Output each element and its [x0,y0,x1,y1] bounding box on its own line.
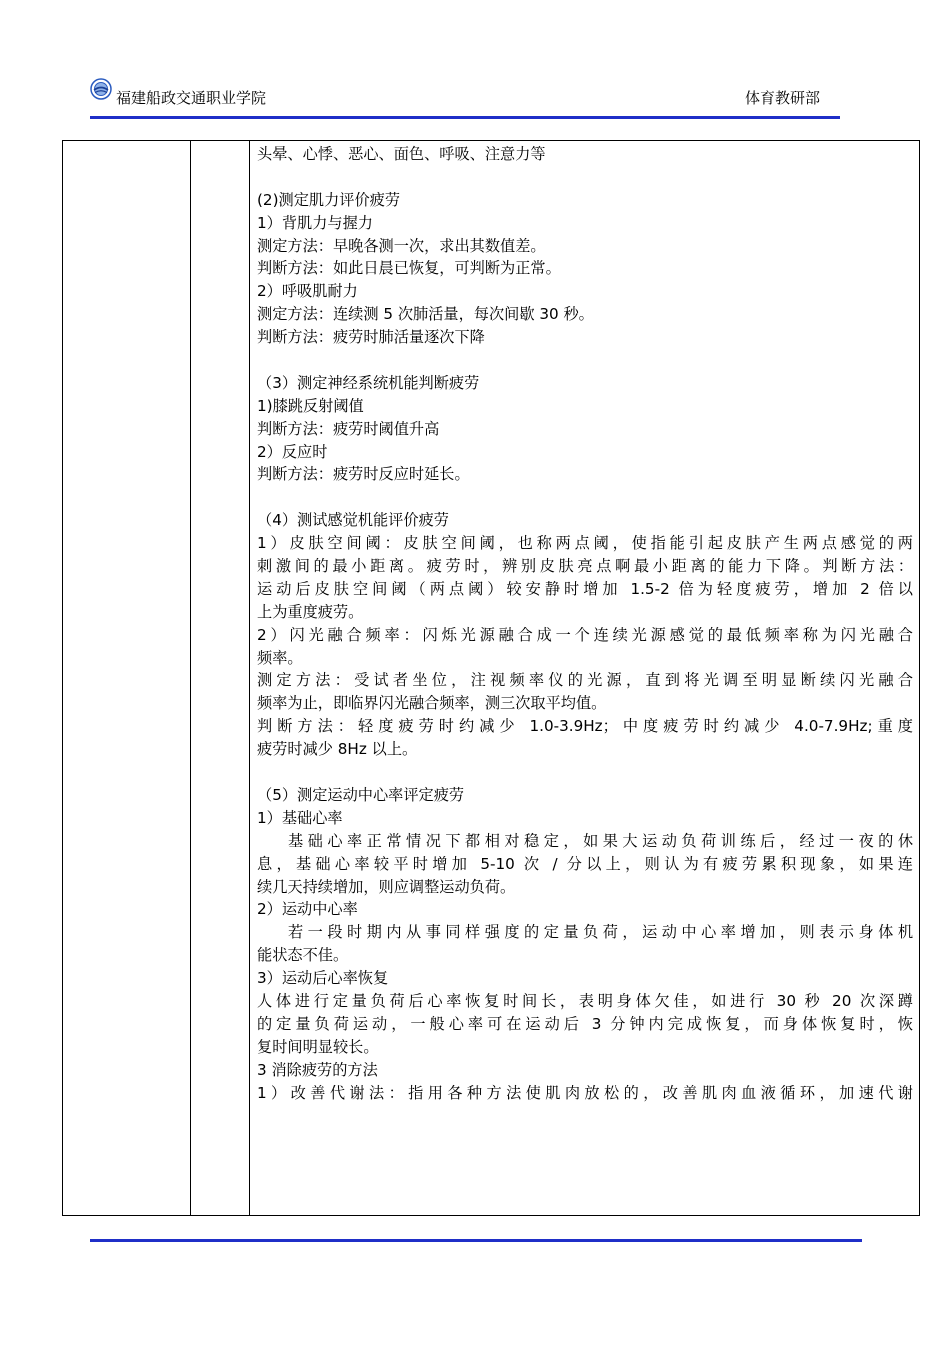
text-line: 能状态不佳。 [257,946,349,965]
page-header [90,78,840,118]
school-name: 福建船政交通职业学院 [116,89,267,107]
text-line: 头晕、心悸、恶心、面色、呼吸、注意力等 [257,145,546,163]
table-column-divider [249,141,250,1215]
text-line: 疲劳时减少 8Hz 以上。 [257,740,418,759]
subheading: 2）反应时 [257,442,328,461]
text-line: 频率。 [257,648,303,667]
department-name: 体育教研部 [744,89,820,107]
text-line: 复时间明显较长。 [257,1037,379,1056]
subheading: 1）背肌力与握力 [257,213,373,232]
text-line: 人体进行定量负荷后心率恢复时间长，表明身体欠佳，如进行 30 秒 20 次深蹲 [257,991,913,1010]
text-line: 续几天持续增加，则应调整运动负荷。 [257,877,516,896]
subheading: 1)膝跳反射阈值 [257,396,364,415]
table-content-cell [257,143,913,1104]
text-line: 基础心率正常情况下都相对稳定，如果大运动负荷训练后，经过一夜的休 [288,831,913,850]
text-line: 运动后皮肤空间阈（两点阈）较安静时增加 1.5-2 倍为轻度疲劳，增加 2 倍以 [257,579,913,598]
text-line: 判断方法：疲劳时肺活量逐次下降 [257,328,485,347]
section-heading: （4）测试感觉机能评价疲劳 [257,511,449,530]
subheading: 1）基础心率 [257,808,343,827]
text-line: 测定方法：早晚各测一次，求出其数值差。 [257,236,546,255]
text-line: 判断方法：疲劳时反应时延长。 [257,465,470,484]
text-line: 判断方法：轻度疲劳时约减少 1.0-3.9Hz；中度疲劳时约减少 4.0-7.9Hz;重度 [257,717,913,736]
text-line: 1）皮肤空间阈：皮肤空间阈，也称两点阈，使指能引起皮肤产生两点感觉的两 [257,534,913,553]
text-line: 测定方法：连续测 5 次肺活量，每次间歇 30 秒。 [257,305,594,324]
text-line: 判断方法：疲劳时阈值升高 [257,419,440,438]
footer-divider [90,1239,862,1242]
text-line: 刺激间的最小距离。疲劳时，辨别皮肤亮点啊最小距离的能力下降。判断方法： [257,557,913,576]
section-heading: （5）测定运动中心率评定疲劳 [257,785,465,804]
text-line: 上为重度疲劳。 [257,602,364,621]
subheading: 2）运动中心率 [257,900,358,919]
section-heading: （3）测定神经系统机能判断疲劳 [257,373,480,392]
text-line: 判断方法：如此日晨已恢复，可判断为正常。 [257,259,561,278]
content-table [62,140,920,1216]
subheading: 2）呼吸肌耐力 [257,282,358,301]
text-line: 1）改善代谢法：指用各种方法使肌肉放松的，改善肌肉血液循环，加速代谢 [257,1083,913,1102]
table-column-divider [190,141,191,1215]
school-emblem-icon [90,78,112,100]
text-line: 若一段时期内从事同样强度的定量负荷，运动中心率增加，则表示身体机 [288,923,913,942]
subheading: 3）运动后心率恢复 [257,969,389,988]
text-line: 2）闪光融合频率：闪烁光源融合成一个连续光源感觉的最低频率称为闪光融合 [257,625,913,644]
text-line: 测定方法：受试者坐位，注视频率仪的光源，直到将光调至明显断续闪光融合 [257,671,913,690]
section-heading: (2)测定肌力评价疲劳 [257,190,401,209]
text-line: 的定量负荷运动，一般心率可在运动后 3 分钟内完成恢复，而身体恢复时，恢 [257,1014,913,1033]
header-divider [90,116,840,119]
section-heading: 3 消除疲劳的方法 [257,1060,378,1079]
text-line: 息，基础心率较平时增加 5-10 次 / 分以上，则认为有疲劳累积现象，如果连 [257,854,913,873]
text-line: 频率为止，即临界闪光融合频率，测三次取平均值。 [257,694,607,713]
